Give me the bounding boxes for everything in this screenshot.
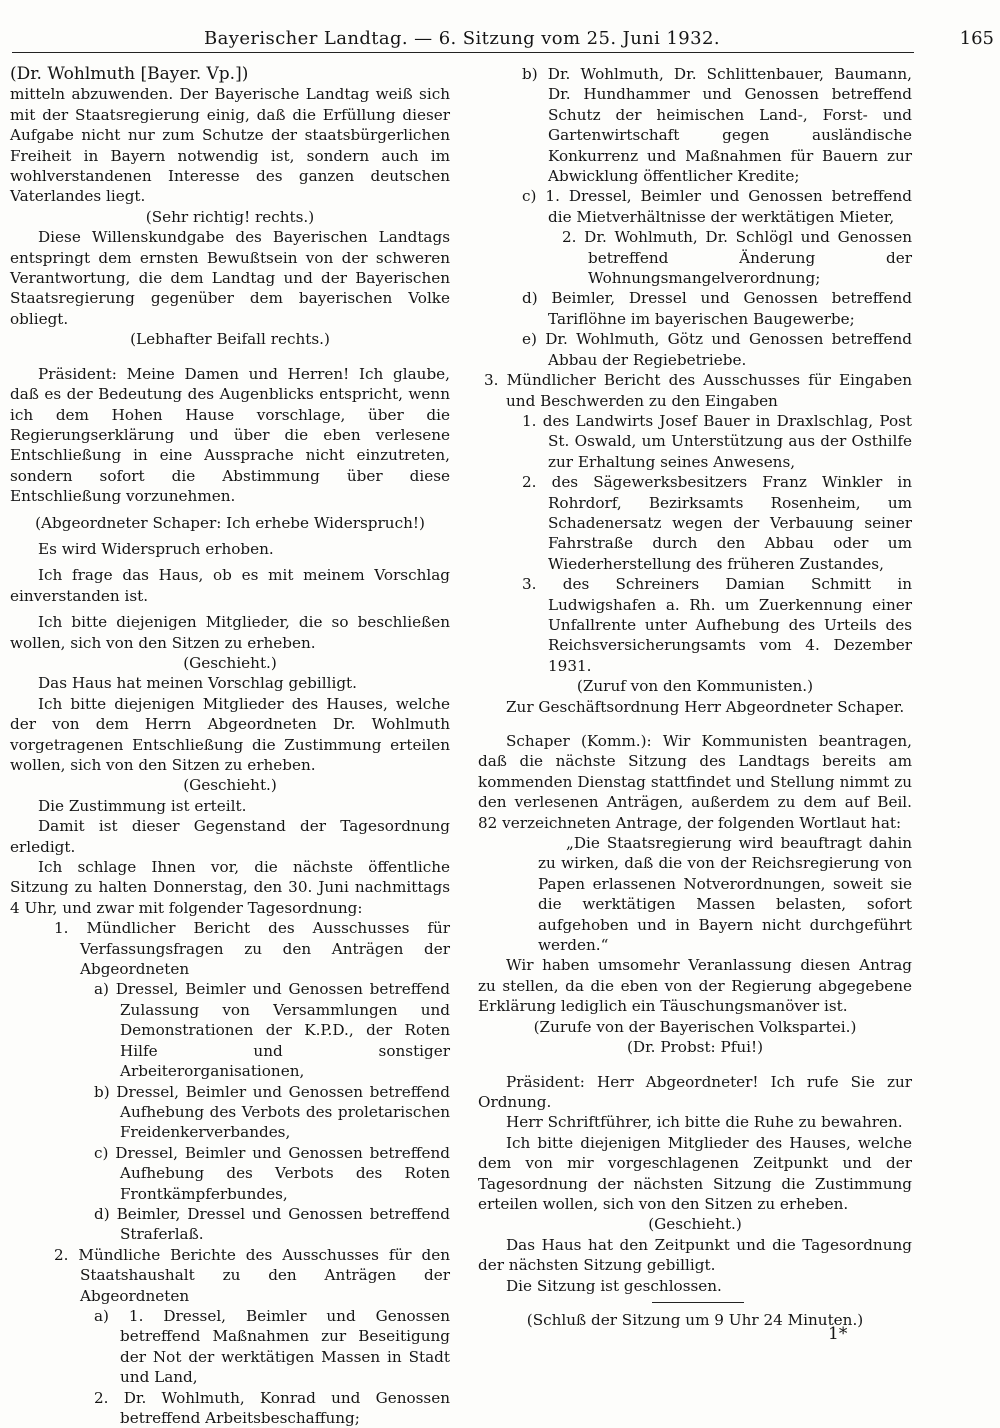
paragraph: d) Beimler, Dressel und Genossen betreffend Straferlaß. bbox=[94, 1204, 450, 1244]
paragraph: Ich bitte diejenigen Mitglieder des Hauses, welche der von dem Herrn Abgeordneten Dr. Wohlmuth vorgetragenen Entschließung die Zustimmung erteilen wollen, sich von den Sitzen zu erheben. bbox=[10, 694, 450, 774]
paragraph: mitteln abzuwenden. Der Bayerische Landtag weiß sich mit der Staatsregierung einig, daß die Erfüllung dieser Aufgabe nicht nur zum Schutze der staatsbürgerlichen Freiheit in Bayern notwendig ist, sondern auch im wohlverstandenen Interesse des ganzen deutschen Vaterlandes liegt. bbox=[10, 85, 450, 206]
paragraph: (Geschieht.) bbox=[648, 1215, 742, 1234]
paragraph: (Geschieht.) bbox=[183, 653, 277, 672]
paragraph: „Die Staatsregierung wird beauftragt dahin zu wirken, daß die von der Reichsregierung von Papen erlassenen Notverordnungen, soweit sie die werktätigen Massen belasten, sofort aufgehoben und in Bayern nicht durchgeführt werden.“ bbox=[538, 834, 912, 955]
paragraph: Diese Willenskundgabe des Bayerischen Landtags entspringt dem ernsten Bewußtsein von der schweren Verantwortung, die dem Landtag und der Bayerischen Staatsregierung gegenüber dem bayerischen Volke obliegt. bbox=[10, 228, 450, 328]
paragraph: (Sehr richtig! rechts.) bbox=[145, 207, 315, 226]
paragraph: Das Haus hat meinen Vorschlag gebilligt. bbox=[38, 674, 357, 693]
page-header bbox=[12, 28, 994, 50]
paragraph: (Lebhafter Beifall rechts.) bbox=[130, 330, 330, 349]
paragraph: Das Haus hat den Zeitpunkt und die Tagesordnung der nächsten Sitzung gebilligt. bbox=[478, 1235, 912, 1275]
paragraph: (Abgeordneter Schaper: Ich erhebe Widerspruch!) bbox=[35, 513, 425, 532]
paragraph: c) Dressel, Beimler und Genossen betreffend Aufhebung des Verbots des Roten Frontkämpferbundes, bbox=[94, 1143, 450, 1203]
paragraph: a) 1. Dressel, Beimler und Genossen betreffend Maßnahmen zur Beseitigung der Not der werktätigen Massen in Stadt und Land, bbox=[94, 1306, 450, 1387]
paragraph: 3. des Schreiners Damian Schmitt in Ludwigshafen a. Rh. um Zuerkennung einer Unfallrente unter Aufhebung des Urteils des Reichsversicherungsamts vom 4. Dezember 1931. bbox=[522, 575, 912, 675]
paragraph: 2. Dr. Wohlmuth, Konrad und Genossen betreffend Arbeitsbeschaffung; bbox=[94, 1388, 450, 1427]
right-column bbox=[478, 64, 912, 1330]
paragraph: Die Zustimmung ist erteilt. bbox=[38, 796, 247, 815]
paragraph: e) Dr. Wohlmuth, Götz und Genossen betreffend Abbau der Regiebetriebe. bbox=[522, 330, 912, 369]
paragraph: 1. des Landwirts Josef Bauer in Draxlschlag, Post St. Oswald, um Unterstützung aus der Osthilfe zur Erhaltung seines Anwesens, bbox=[522, 411, 912, 471]
paragraph: d) Beimler, Dressel und Genossen betreffend Tariflöhne im bayerischen Baugewerbe; bbox=[522, 289, 912, 328]
paragraph: 3. Mündlicher Bericht des Ausschusses für Eingaben und Beschwerden zu den Eingaben bbox=[484, 371, 912, 410]
signature-mark: 1* bbox=[828, 1324, 848, 1344]
paragraph: (Zurufe von der Bayerischen Volkspartei.) bbox=[533, 1017, 857, 1036]
header-rule bbox=[12, 52, 914, 53]
paragraph: Ich frage das Haus, ob es mit meinem Vorschlag einverstanden ist. bbox=[10, 566, 450, 605]
paragraph: Ich bitte diejenigen Mitglieder, die so beschließen wollen, sich von den Sitzen zu erheben. bbox=[10, 613, 450, 652]
paragraph: Herr Schriftführer, ich bitte die Ruhe zu bewahren. bbox=[506, 1113, 903, 1132]
paragraph: Ich bitte diejenigen Mitglieder des Hauses, welche dem von mir vorgeschlagenen Zeitpunkt und der Tagesordnung der nächsten Sitzung die Zustimmung erteilen wollen, sich von den Sitzen zu erheben. bbox=[478, 1133, 912, 1213]
paragraph: (Dr. Probst: Pfui!) bbox=[626, 1038, 764, 1057]
left-column bbox=[10, 64, 450, 1428]
paragraph: Es wird Widerspruch erhoben. bbox=[38, 539, 274, 558]
paragraph: b) Dressel, Beimler und Genossen betreffend Aufhebung des Verbots des proletarischen Freidenkerverbandes, bbox=[94, 1082, 450, 1142]
paragraph: b) Dr. Wohlmuth, Dr. Schlittenbauer, Baumann, Dr. Hundhammer und Genossen betreffend Schutz der heimischen Land-, Forst- und Gartenwirtschaft gegen ausländische Konkurrenz und Maßnahmen für Bauern zur Abwicklung öffentlicher Kredite; bbox=[522, 65, 912, 186]
paragraph: 1. Mündlicher Bericht des Ausschusses für Verfassungsfragen zu den Anträgen der Abgeordneten bbox=[54, 919, 450, 979]
paragraph: 2. Mündliche Berichte des Ausschusses für den Staatshaushalt zu den Anträgen der Abgeordneten bbox=[54, 1245, 450, 1305]
paragraph: Zur Geschäftsordnung Herr Abgeordneter Schaper. bbox=[506, 697, 905, 716]
paragraph: Präsident: Herr Abgeordneter! Ich rufe Sie zur Ordnung. bbox=[478, 1072, 912, 1111]
paragraph: Die Sitzung ist geschlossen. bbox=[506, 1276, 722, 1295]
paragraph: Wir haben umsomehr Veranlassung diesen Antrag zu stellen, da die eben von der Regierung abgegebene Erklärung lediglich ein Täuschungsmanöver ist. bbox=[478, 956, 912, 1016]
paragraph: (Schluß der Sitzung um 9 Uhr 24 Minuten.) bbox=[526, 1310, 864, 1329]
paragraph: 2. des Sägewerksbesitzers Franz Winkler in Rohrdorf, Bezirksamts Rosenheim, um Schadenersatz wegen der Verbauung seiner Fahrstraße durch den Abbau oder um Wiederherstellung des früheren Zustandes, bbox=[522, 473, 912, 573]
paragraph: a) Dressel, Beimler und Genossen betreffend Zulassung von Versammlungen und Demonstrationen der K.P.D., der Roten Hilfe und sonstiger Arbeiterorganisationen, bbox=[94, 980, 450, 1081]
paragraph: (Zuruf von den Kommunisten.) bbox=[576, 677, 814, 696]
running-title: Bayerischer Landtag. — 6. Sitzung vom 25. Juni 1932. bbox=[204, 28, 720, 49]
paragraph: Ich schlage Ihnen vor, die nächste öffentliche Sitzung zu halten Donnerstag, den 30. Juni nachmittags 4 Uhr, und zwar mit folgender Tagesordnung: bbox=[10, 858, 450, 917]
paragraph: (Dr. Wohlmuth [Bayer. Vp.]) bbox=[10, 64, 249, 84]
paragraph: Damit ist dieser Gegenstand der Tagesordnung erledigt. bbox=[10, 817, 450, 856]
end-divider bbox=[652, 1302, 744, 1303]
paragraph: Schaper (Komm.): Wir Kommunisten beantragen, daß die nächste Sitzung des Landtags bereits am kommenden Dienstag stattfindet und Stellung nimmt zu den verlesenen Anträgen, außerdem zu dem auf Beil. 82 verzeichneten Antrage, der folgenden Wortlaut hat: bbox=[478, 732, 912, 832]
paragraph: 2. Dr. Wohlmuth, Dr. Schlögl und Genossen betreffend Änderung der Wohnungsmangelverordnung; bbox=[562, 228, 912, 288]
page-number: 165 bbox=[959, 28, 994, 49]
paragraph: c) 1. Dressel, Beimler und Genossen betreffend die Mietverhältnisse der werktätigen Mieter, bbox=[522, 187, 912, 226]
paragraph: (Geschieht.) bbox=[183, 776, 277, 795]
paragraph: Präsident: Meine Damen und Herren! Ich glaube, daß es der Bedeutung des Augenblicks entspricht, wenn ich dem Hohen Hause vorschlage, über die Regierungserklärung und über die eben verlesene Entschließung in eine Aussprache nicht einzutreten, sondern sofort die Abstimmung über diese Entschließung vorzunehmen. bbox=[10, 364, 450, 506]
